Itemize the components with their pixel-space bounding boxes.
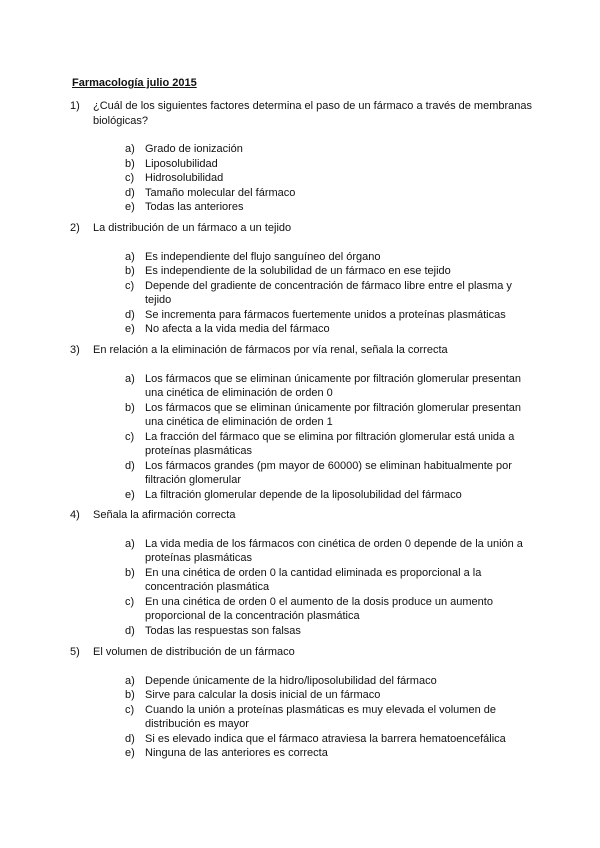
question-stem [70,508,533,523]
option-4b [125,566,535,595]
option-1e [125,200,535,215]
option-5d [125,732,535,747]
option-text: Tamaño molecular del fármaco [145,186,296,199]
question-3 [0,343,600,502]
option-text: Es independiente del flujo sanguíneo del órgano [145,250,381,263]
option-letter: d) [125,732,135,745]
option-letter: d) [125,308,135,321]
option-letter: e) [125,747,135,759]
option-letter: b) [125,566,135,579]
options-list [0,142,600,215]
option-3c [125,430,535,459]
option-4c [125,595,535,624]
question-stem [70,343,533,358]
option-5b [125,688,535,703]
option-text: La fracción del fármaco que se elimina por filtración glomerular está unida a proteínas plasmáticas [145,430,515,457]
option-letter: b) [125,265,135,277]
option-letter: e) [125,488,135,501]
question-4 [0,508,600,638]
option-2c [125,279,535,308]
option-text: Hidrosolubilidad [145,172,224,184]
question-text: En relación a la eliminación de fármacos por vía renal, señala la correcta [93,344,448,356]
option-text: Depende del gradiente de concentración de fármaco libre entre el plasma y tejido [145,279,512,306]
option-text: La vida media de los fármacos con cinética de orden 0 depende de la unión a proteínas plasmáticas [145,537,523,564]
option-3b [125,401,535,430]
question-5 [0,645,600,761]
option-text: Depende únicamente de la hidro/liposolubilidad del fármaco [145,674,437,687]
option-text: Todas las respuestas son falsas [145,624,301,637]
option-letter: e) [125,201,135,213]
option-text: Grado de ionización [145,143,243,155]
option-5c [125,703,535,732]
option-text: Cuando la unión a proteínas plasmáticas es muy elevada el volumen de distribución es mayor [145,703,496,730]
option-letter: a) [125,537,135,550]
option-1b [125,157,535,172]
question-2 [0,221,600,337]
question-stem [70,99,533,128]
option-letter: b) [125,689,135,701]
option-text: Si es elevado indica que el fármaco atraviesa la barrera hematoencefálica [145,732,506,745]
option-3a [125,372,535,401]
option-2a [125,250,535,265]
option-text: En una cinética de orden 0 el aumento de la dosis produce un aumento proporcional de la concentración plasmática [145,595,493,622]
option-4d [125,624,535,639]
option-letter: d) [125,459,135,472]
question-1 [0,99,600,215]
question-stem [70,221,533,236]
option-text: No afecta a la vida media del fármaco [145,323,330,335]
question-text: El volumen de distribución de un fármaco [93,646,295,658]
option-text: Es independiente de la solubilidad de un fármaco en ese tejido [145,265,451,277]
question-number: 3) [70,344,80,356]
option-letter: a) [125,250,135,263]
option-letter: b) [125,401,135,414]
option-letter: a) [125,143,135,155]
option-letter: d) [125,186,135,199]
option-1c [125,171,535,186]
question-number: 2) [70,222,80,234]
option-text: Todas las anteriores [145,201,244,213]
option-text: Sirve para calcular la dosis inicial de un fármaco [145,689,381,701]
option-letter: b) [125,157,135,170]
options-list [0,250,600,337]
option-letter: a) [125,372,135,385]
question-text: La distribución de un fármaco a un tejido [93,222,292,234]
option-2d [125,308,535,323]
option-text: Los fármacos que se eliminan únicamente por filtración glomerular presentan una cinética de eliminación de orden 0 [145,372,522,399]
option-letter: c) [125,703,135,716]
option-2e [125,322,535,337]
option-1d [125,186,535,201]
option-letter: c) [125,595,135,608]
option-text: La filtración glomerular depende de la liposolubilidad del fármaco [145,488,462,501]
option-1a [125,142,535,157]
option-letter: c) [125,172,135,184]
option-letter: d) [125,624,135,637]
option-text: Liposolubilidad [145,157,218,170]
option-5a [125,674,535,689]
option-text: Los fármacos grandes (pm mayor de 60000) se eliminan habitualmente por filtración glomerular [145,459,512,486]
option-text: Ninguna de las anteriores es correcta [145,747,328,759]
option-letter: a) [125,674,135,687]
option-3e [125,488,535,503]
option-text: Se incrementa para fármacos fuertemente unidos a proteínas plasmáticas [145,308,506,321]
options-list [0,372,600,503]
option-2b [125,264,535,279]
option-5e [125,746,535,761]
page-title: Farmacología julio 2015 [72,77,197,89]
option-letter: e) [125,323,135,335]
option-text: Los fármacos que se eliminan únicamente por filtración glomerular presentan una cinética de eliminación de orden 1 [145,401,522,428]
question-stem [70,645,533,660]
question-number: 5) [70,646,80,658]
question-number: 4) [70,509,80,521]
option-letter: c) [125,430,135,443]
question-text: Señala la afirmación correcta [93,509,236,521]
option-text: En una cinética de orden 0 la cantidad eliminada es proporcional a la concentración plasmática [145,566,482,593]
question-text: ¿Cuál de los siguientes factores determina el paso de un fármaco a través de membranas biológicas? [93,100,533,127]
option-4a [125,537,535,566]
option-3d [125,459,535,488]
options-list [0,537,600,639]
question-number: 1) [70,100,80,112]
option-letter: c) [125,279,135,292]
options-list [0,674,600,761]
